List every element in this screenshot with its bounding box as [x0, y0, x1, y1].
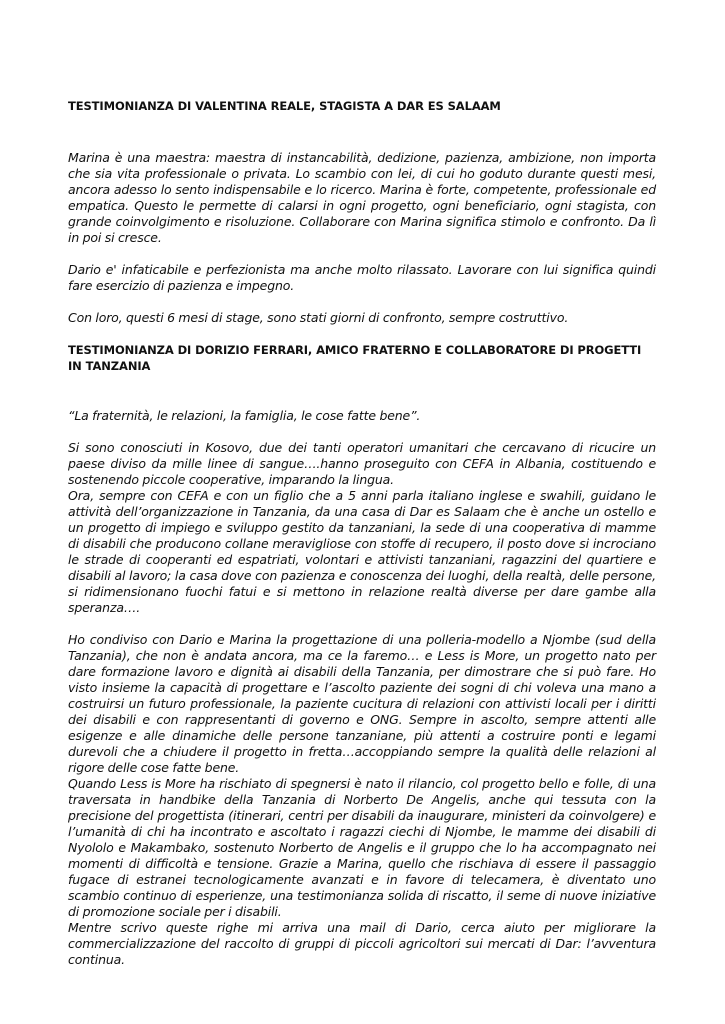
- paragraph-less-is-more: Quando Less is More ha rischiato di spegnersi è nato il rilancio, col progetto bello e folle, di una traversata in handbike della Tanzania di Norberto De Angelis, anche qui tessuta con la precisione del progettista (itinerari, centri per disabili da inaugurare, ministeri da coinvolgere) e l’umanità di chi ha incontrato e ascoltato i ragazzi ciechi di Njombe, le mamme dei disabili di Nyololo e Makambako, sostenuto Norberto de Angelis e il gruppo che lo ha accompagnato nei momenti di difficoltà e tensione. Grazie a Marina, quello che rischiava di essere il passaggio fugace di estranei tecnologicamente avanzati e in favore di telecamera, è diventato uno scambio continuo di esperienze, una testimonianza solida di riscatto, il seme di nuove iniziative di promozione sociale per i disabili.: [68, 776, 656, 919]
- paragraph-mail-dario: Mentre scrivo queste righe mi arriva una mail di Dario, cerca aiuto per migliorare la commercializzazione del raccolto di gruppi di piccoli agricoltori sui mercati di Dar: l’avventura continua.: [68, 920, 656, 967]
- paragraph-kosovo: Si sono conosciuti in Kosovo, due dei tanti operatori umanitari che cercavano di ricucire un paese diviso da mille linee di sangue….hanno proseguito con CEFA in Albania, costituendo e sostenendo piccole cooperative, imparando la lingua.: [68, 440, 656, 487]
- paragraph-cefa-tanzania: Ora, sempre con CEFA e con un figlio che a 5 anni parla italiano inglese e swahili, guidano le attività dell’organizzazione in Tanzania, da una casa di Dar es Salaam che è anche un ostello e un progetto di impiego e sviluppo gestito da tanzaniani, la sede di una cooperativa di mamme di disabili che producono collane meravigliose con stoffe di recupero, il posto dove si incrociano le strade di cooperanti ed espatriati, volontari e attivisti tanzaniani, ragazzini del quartiere e disabili al lavoro; la casa dove con pazienza e conoscenza dei luoghi, della realtà, delle persone, si ridimensionano fuochi fatui e si mettono in relazione realtà diverse per dare gambe alla speranza….: [68, 488, 656, 615]
- paragraph-dario: Dario e' infaticabile e perfezionista ma anche molto rilassato. Lavorare con lui significa quindi fare esercizio di pazienza e impegno.: [68, 262, 656, 293]
- heading-dorizio-ferrari: TESTIMONIANZA DI DORIZIO FERRARI, AMICO FRATERNO E COLLABORATORE DI PROGETTI IN TANZANIA: [68, 343, 642, 373]
- paragraph-stage: Con loro, questi 6 mesi di stage, sono stati giorni di confronto, sempre costruttivo.: [68, 310, 569, 325]
- paragraph-marina: Marina è una maestra: maestra di instancabilità, dedizione, pazienza, ambizione, non importa che sia vita professionale o privata. Lo scambio con lei, di cui ho goduto durante questi mesi, ancora adesso lo sento indispensabile e lo ricerco. Marina è forte, competente, professionale ed empatica. Questo le permette di calarsi in ogni progetto, ogni beneficiario, ogni stagista, con grande coinvolgimento e risoluzione. Collaborare con Marina significa stimolo e confronto. Da lì in poi si cresce.: [68, 150, 656, 245]
- document-page: [68, 98, 656, 968]
- quote-fraternita: “La fraternità, le relazioni, la famiglia, le cose fatte bene”.: [68, 408, 421, 423]
- paragraph-polleria: Ho condiviso con Dario e Marina la progettazione di una polleria-modello a Njombe (sud della Tanzania), che non è andata ancora, ma ce la faremo… e Less is More, un progetto nato per dare formazione lavoro e dignità ai disabili della Tanzania, per dimostrare che si può fare. Ho visto insieme la capacità di progettare e l’ascolto paziente dei sogni di chi voleva una mano a costruirsi un futuro professionale, la paziente cucitura di relazioni con attivisti locali per i diritti dei disabili e con rappresentanti di governo e ONG. Sempre in ascolto, sempre attenti alle esigenze e alle dinamiche delle persone tanzaniane, più attenti a costruire ponti e legami durevoli che a chiudere il progetto in fretta…accoppiando sempre la qualità delle relazioni al rigore delle cose fatte bene.: [68, 632, 656, 775]
- heading-valentina-reale: TESTIMONIANZA DI VALENTINA REALE, STAGISTA A DAR ES SALAAM: [68, 99, 501, 113]
